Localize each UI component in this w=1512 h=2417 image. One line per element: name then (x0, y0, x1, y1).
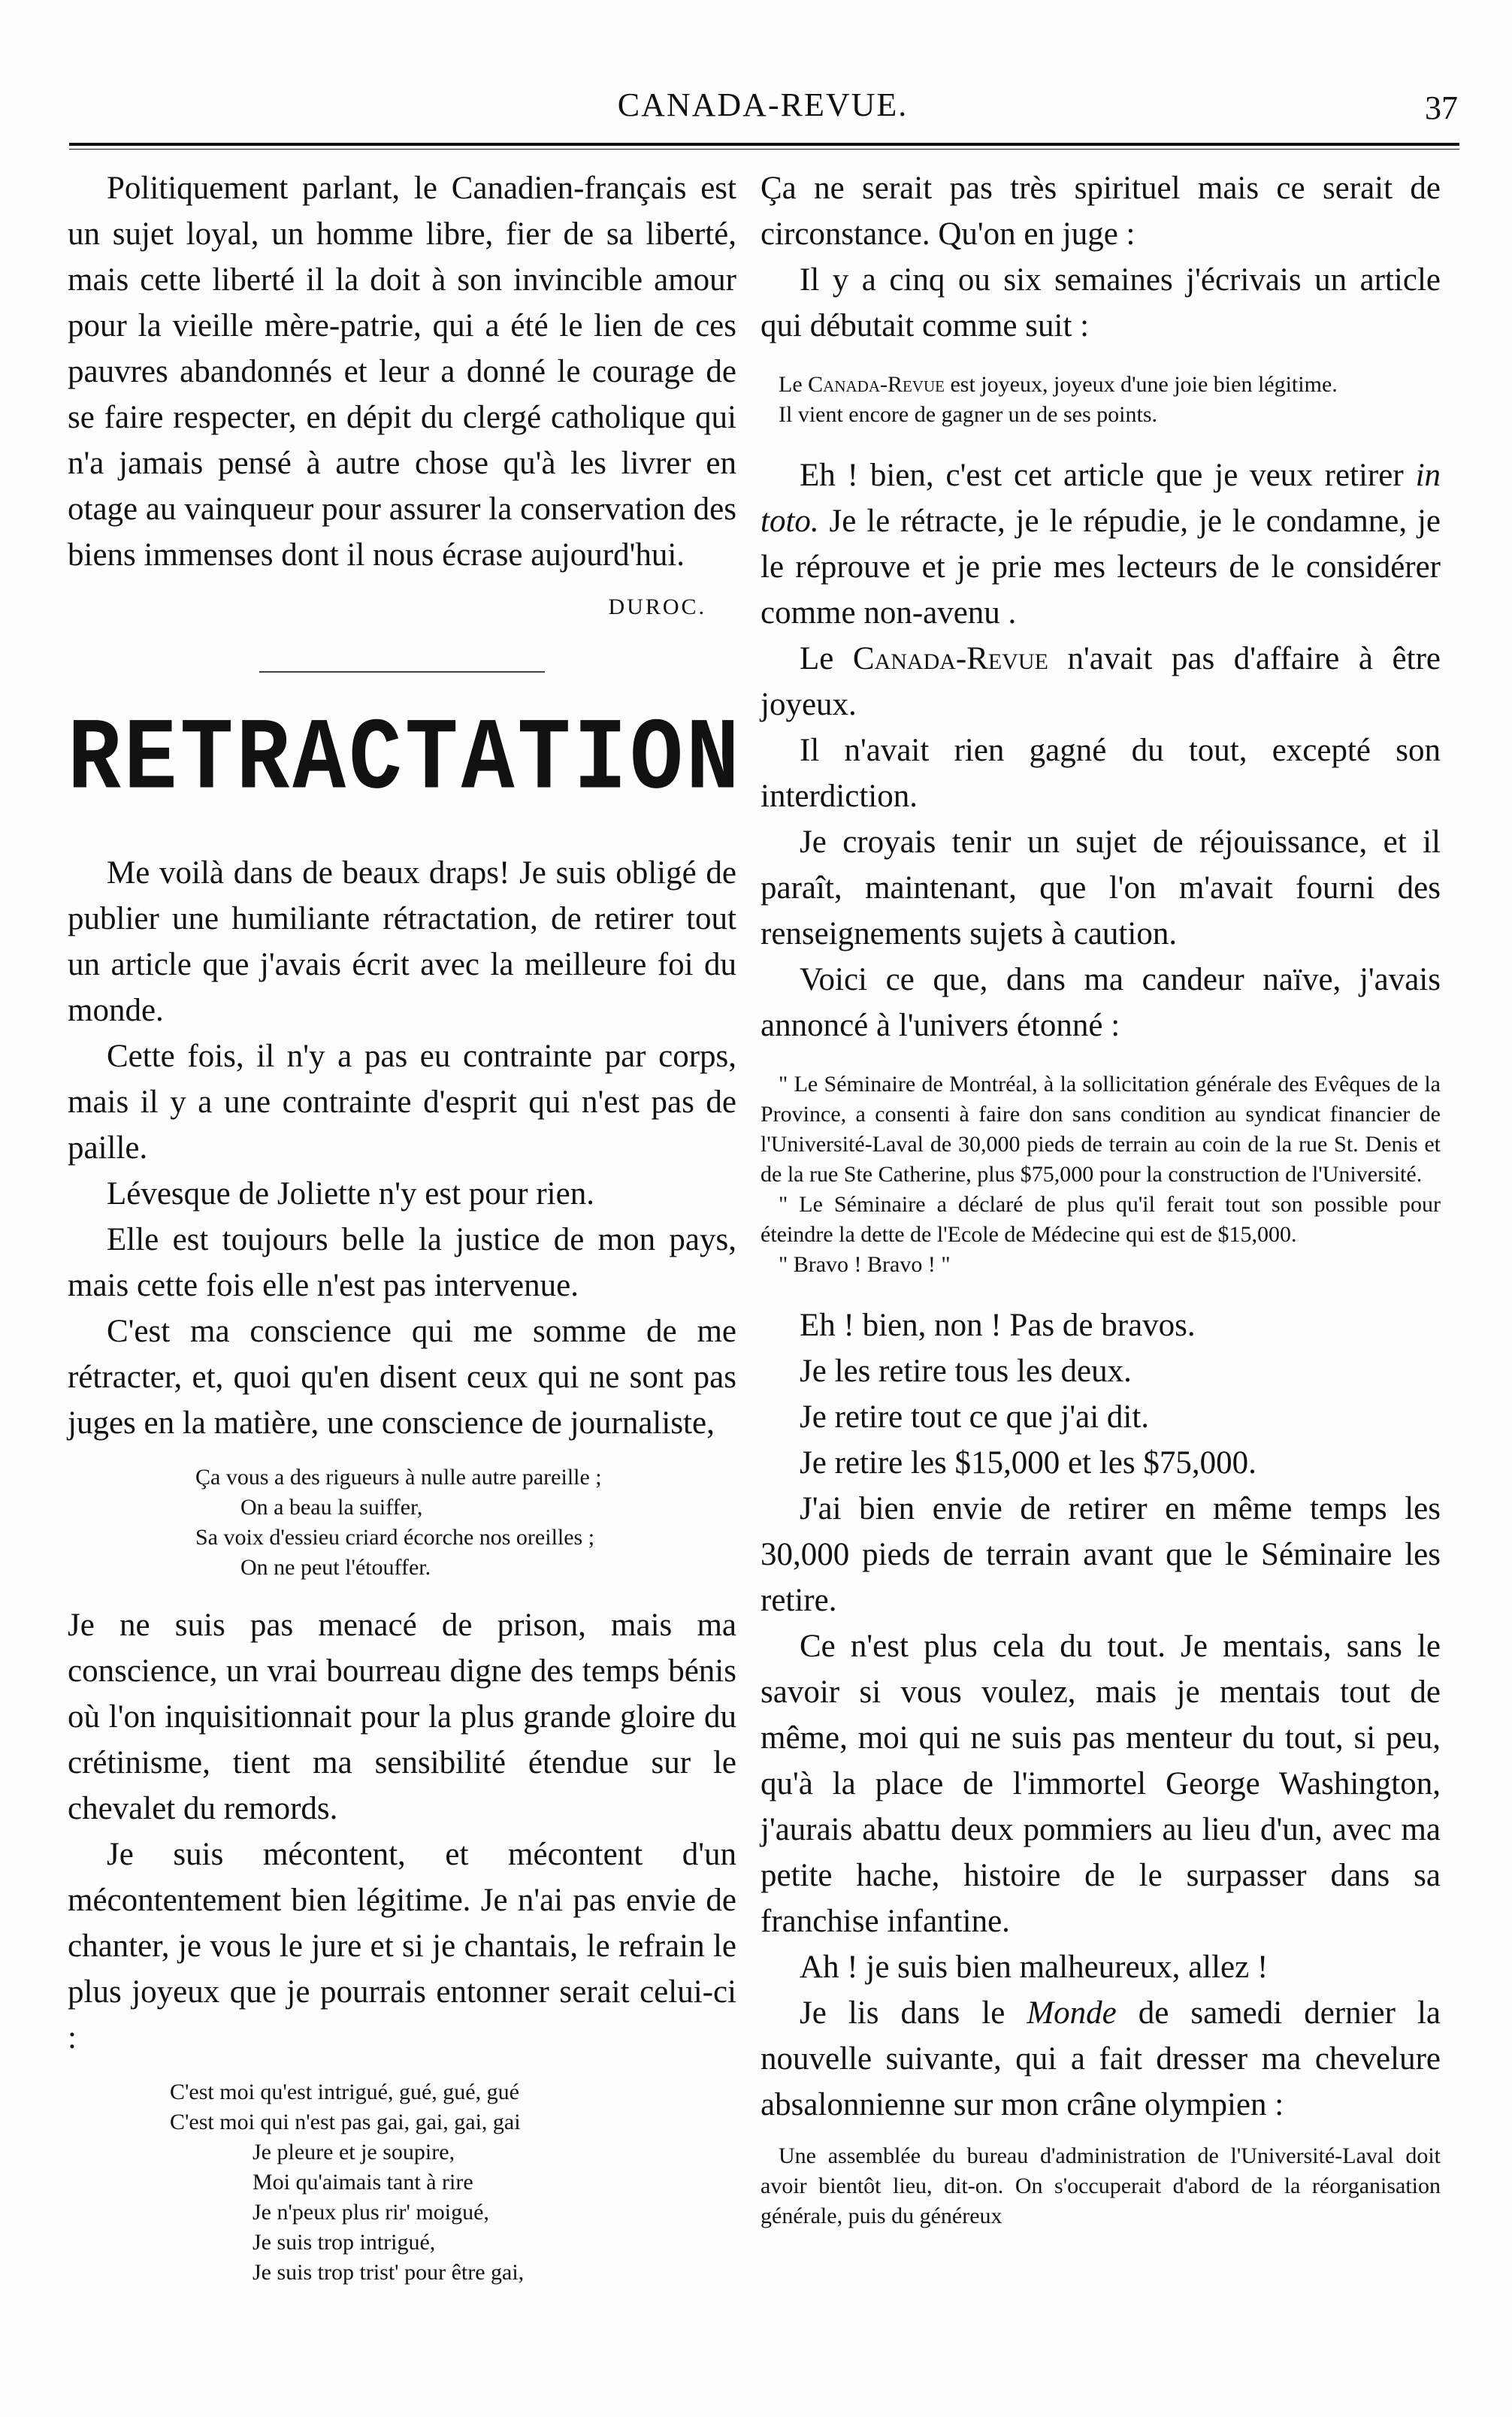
paragraph: Il y a cinq ou six semaines j'écrivais un article qui débutait comme suit : (761, 262, 1441, 343)
quoted-article (761, 370, 1441, 430)
article-title: RETRACTATION (68, 703, 742, 818)
song-quote (68, 2077, 736, 2288)
verse-line: Ça vous a des rigueurs à nulle autre pareille ; (195, 1465, 602, 1490)
paragraph-text: Je lis dans le (800, 1995, 1005, 2031)
paragraph: Voici ce que, dans ma candeur naïve, j'avais annoncé à l'univers étonné : (761, 962, 1441, 1043)
paragraph-text: de samedi dernier la nouvelle suivante, qui a fait dresser ma chevelure absalonnienne sur mon crâne olympien : (761, 1995, 1441, 2122)
paragraph: Je ne suis pas menacé de prison, mais ma conscience, un vrai bourreau digne des temps bénis où l'on inquisitionnait pour la plus grande gloire du crétinisme, tient ma sensibilité étendue sur le chevalet du remords. (68, 1608, 736, 1826)
quote-text: Le (779, 372, 803, 397)
paragraph: Il n'avait rien gagné du tout, excepté son interdiction. (761, 733, 1441, 814)
newspaper-name: Monde (1027, 1995, 1117, 2031)
paragraph (761, 636, 1441, 728)
paragraph: Elle est toujours belle la justice de mon pays, mais cette fois elle n'est pas intervenue. (68, 1222, 736, 1303)
paragraph: Ce n'est plus cela du tout. Je mentais, sans le savoir si vous voulez, mais je mentais tout de même, moi qui ne suis pas menteur du tout, si peu, qu'à la place de l'immortel George Washington, j'aurais abattu deux pommiers au lieu d'un, avec ma petite hache, histoire de le surpasser dans sa franchise infantine. (761, 1629, 1441, 1939)
paragraph-text: Le (800, 641, 834, 676)
paragraph: Lévesque de Joliette n'y est pour rien. (107, 1176, 594, 1212)
quote-text: est joyeux, joyeux d'une joie bien légitime. (950, 372, 1338, 397)
page-number: 37 (1425, 89, 1458, 126)
quote-line: " Le Séminaire a déclaré de plus qu'il ferait tout son possible pour éteindre la dette de l'Ecole de Médecine qui est de $15,000. (761, 1192, 1441, 1247)
author-signature: DUROC. (608, 594, 706, 619)
verse-line: On ne peut l'étouffer. (240, 1555, 431, 1580)
italic-phrase: in toto. (761, 458, 1441, 539)
left-column (68, 165, 742, 2307)
journal-name: Canada-Revue (852, 641, 1048, 676)
verse-line: Je suis trop intrigué, (253, 2230, 436, 2255)
verse-line: On a beau la suiffer, (240, 1495, 423, 1520)
quote-line (761, 370, 1441, 400)
verse-line: Je n'peux plus rir' moigué, (253, 2200, 489, 2225)
paragraph: Je retire les $15,000 et les $75,000. (800, 1445, 1256, 1481)
paragraph (761, 452, 1441, 636)
paragraph: Me voilà dans de beaux draps! Je suis obligé de publier une humiliante rétractation, de retirer tout un article que j'avais écrit avec la meilleure foi du monde. (68, 855, 736, 1028)
paragraph: Je croyais tenir un sujet de réjouissance, et il paraît, maintenant, que l'on m'avait fourni des renseignements sujets à caution. (761, 824, 1441, 951)
verse-line: Je pleure et je soupire, (253, 2140, 455, 2164)
paragraph: Eh ! bien, non ! Pas de bravos. (800, 1308, 1196, 1343)
quote-line: " Bravo ! Bravo ! " (779, 1252, 951, 1277)
quoted-announcement (761, 1069, 1441, 1280)
paragraph: Je retire tout ce que j'ai dit. (800, 1399, 1150, 1435)
paragraph: C'est ma conscience qui me somme de me rétracter, et, quoi qu'en disent ceux qui ne sont pas juges en la matière, une conscience de journaliste, (68, 1314, 736, 1441)
section-divider (259, 671, 545, 673)
right-column (761, 165, 1441, 2254)
verse-line: C'est moi qu'est intrigué, gué, gué, gué (170, 2080, 519, 2104)
paragraph: J'ai bien envie de retirer en même temps les 30,000 pieds de terrain avant que le Séminaire les retire. (761, 1491, 1441, 1618)
quote-line: Une assemblée du bureau d'administration de l'Université-Laval doit avoir bientôt lieu, dit-on. On s'occuperait d'abord de la réorganisation générale, puis du généreux (761, 2143, 1441, 2228)
verse-line: Moi qu'aimais tant à rire (253, 2170, 473, 2195)
paragraph: Je suis mécontent, et mécontent d'un mécontentement bien légitime. Je n'ai pas envie de chanter, je vous le jure et si je chantais, le refrain le plus joyeux que je pourrais entonner serait celui-ci : (68, 1837, 736, 2056)
paragraph: Politiquement parlant, le Canadien-français est un sujet loyal, un homme libre, fier de sa liberté, mais cette liberté il la doit à son invincible amour pour la vieille mère-patrie, qui a été le lien de ces pauvres abandonnés et leur a donné le courage de se faire respecter, en dépit du clergé catholique qui n'a jamais pensé à autre chose qu'à les livrer en otage au vainqueur pour assurer la conservation des biens immenses dont il nous écrase aujourd'hui. (68, 171, 736, 573)
paragraph: Je les retire tous les deux. (800, 1354, 1132, 1389)
paragraph-text: Eh ! bien, c'est cet article que je veux retirer (800, 458, 1404, 493)
quoted-news (761, 2141, 1441, 2231)
paragraph (761, 1990, 1441, 2128)
paragraph-text: n'avait pas d'affaire à être joyeux. (761, 641, 1441, 722)
journal-title: CANADA-REVUE. (617, 86, 909, 123)
header-rule (69, 143, 1459, 150)
quote-line: " Le Séminaire de Montréal, à la sollicitation générale des Evêques de la Province, a consenti à faire don sans condition au syndicat financier de l'Université-Laval de 30,000 pieds de terrain au coin de la rue St. Denis et de la rue Ste Catherine, plus $75,000 pour la construction de l'Université. (761, 1072, 1441, 1187)
verse-quote (68, 1463, 736, 1583)
quote-line: Il vient encore de gagner un de ses points. (779, 402, 1158, 427)
verse-line: C'est moi qui n'est pas gai, gai, gai, gai (170, 2110, 521, 2134)
verse-line: Sa voix d'essieu criard écorche nos oreilles ; (195, 1525, 595, 1550)
running-head (68, 78, 1458, 131)
journal-name: Canada-Revue (808, 372, 945, 397)
paragraph: Cette fois, il n'y a pas eu contrainte par corps, mais il y a une contrainte d'esprit qui n'est pas de paille. (68, 1039, 736, 1166)
paragraph-text: Je le rétracte, je le répudie, je le condamne, je le réprouve et je prie mes lecteurs de le considérer comme non-avenu . (761, 504, 1441, 631)
paragraph: Ça ne serait pas très spirituel mais ce serait de circonstance. Qu'on en juge : (761, 171, 1441, 252)
paragraph: Ah ! je suis bien malheureux, allez ! (800, 1950, 1269, 1985)
verse-line: Je suis trop trist' pour être gai, (253, 2260, 525, 2285)
